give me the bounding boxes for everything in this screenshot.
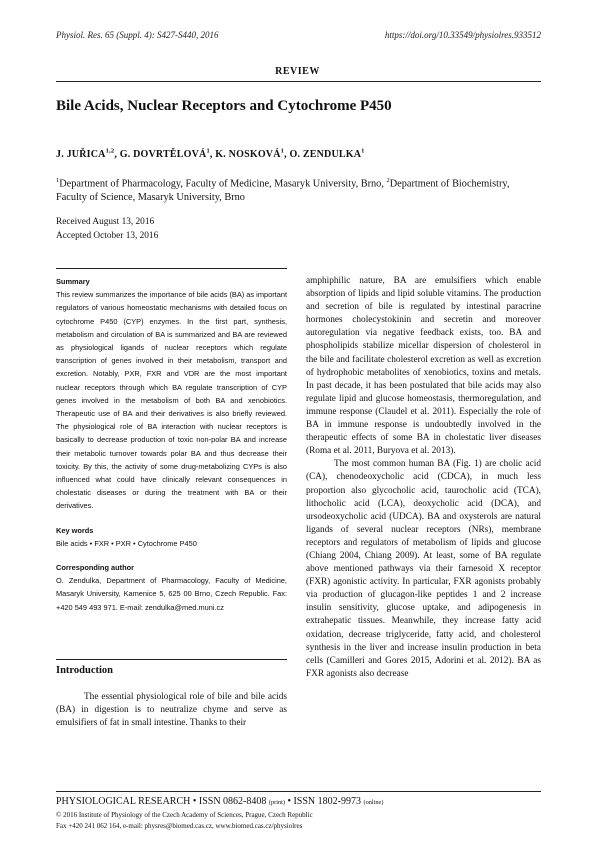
summary-heading: Summary — [56, 277, 90, 286]
received-date: Received August 13, 2016 — [56, 217, 155, 227]
journal-reference: Physiol. Res. 65 (Suppl. 4): S427-S440, 2016 — [56, 30, 219, 40]
abstract-end-divider — [56, 659, 287, 660]
footer-copyright: © 2016 Institute of Physiology of the Czech Academy of Sciences, Prague, Czech Republic — [56, 811, 313, 819]
keywords-heading: Key words — [56, 525, 94, 535]
author: O. ZENDULKA$^1$ — [289, 148, 365, 161]
introduction-text: The essential physiological role of bile and bile acids (BA) in digestion is to neutralize chyme and serve as emulsifiers of fat in small intestine. Thanks to their — [56, 692, 287, 729]
footer-divider — [56, 791, 541, 792]
header-divider — [56, 81, 541, 82]
body-paragraph: amphiphilic nature, BA are emulsifiers which enable absorption of lipids and lipid soluble vitamins. The production and secretion of bile is regulated by intestinal paracrine hormones cholecystokinin and secretin and moreover autoregulation via negative feedback exists, too. BA and phospholipids stabilize micellar dispersion of cholesterol in the bile and facilitate cholesterol excretion as well as excretion of hydrophobic metabolites of xenobiotics, toxins and metals. In past decade, it has been postulated that bile acids may also regulate lipid and glucose homeostasis, thermoregulation, and immune response (Claudel et al. 2011). Especially the role of BA in immune response is undoubtedly involved in the therapeutic effects of some BA in cholestatic liver diseases (Roma et al. 2011, Buryova et al. 2013). — [306, 276, 541, 457]
summary-text: This review summarizes the importance of bile acids (BA) as important regulators of various homeostatic mechanisms with detailed focus on cytochrome P450 (CYP) enzymes. In the first part, synthesis, metabolism and circulation of BA is summarized and BA are reviewed as physiological ligands of nuclear receptors which regulate transcription of genes involved in their metabolism, transport and excretion. Notably, PXR, FXR and VDR are the most important nuclear receptors through which BA regulate transcription of CYP genes involved in the metabolism of both BA and xenobiotics. Therapeutic use of BA and their derivatives is also briefly reviewed. The physiological role of BA interaction with nuclear receptors is basically to decrease production of toxic non-polar BA and increase their metabolic turnover towards polar BA and thus decrease their toxicity. By this, the activity of some drug-metabolizing CYPs is also influenced what could have clinically relevant consequences in cholestatic diseases or during the treatment with BA or their derivatives. — [56, 290, 287, 511]
introduction-section — [56, 664, 287, 730]
footer-journal-issn: PHYSIOLOGICAL RESEARCH • ISSN 0862-8408 (print) • ISSN 1802-9973 (online) — [56, 796, 384, 807]
corresponding-heading: Corresponding author — [56, 563, 135, 573]
article-title: Bile Acids, Nuclear Receptors and Cytochrome P450 — [56, 98, 392, 114]
body-paragraph: The most common human BA (Fig. 1) are cholic acid (CA), chenodeoxycholic acid (CDCA), in much less proportion also glycocholic acid, taurocholic acid (TCA), lithocholic acid (LCA), deoxycholic acid (DCA), and ursodeoxycholic acid (UDCA). BA and oxysterols are natural ligands of several nuclear receptors (NRs), membrane receptors and regulators of metabolism of lipids and glucose (Chiang 2004, Chiang 2009). At least, some of BA regulate above mentioned pathways via their farnesoid X receptor (FXR) agonistic activity. In particular, FXR agonists probably via production of glucagon-like peptides 1 and 2 increase insulin sensitivity, glucose uptake, and adipogenesis in extrahepatic tissues. Meanwhile, they increase fatty acid oxidation, decrease triglyceride, fatty acid, and cholesterol synthesis in the liver and increase insulin production in beta cells (Camilleri and Gores 2015, Adorini et al. 2012). BA as FXR agonists also decrease — [306, 459, 541, 679]
section-label: REVIEW — [275, 66, 320, 77]
corresponding-text: O. Zendulka, Department of Pharmacology, Faculty of Medicine, Masaryk University, Kamenice 5, 625 00 Brno, Czech Republic. Fax: +420 549 493 971. E-mail: zendulka@med.muni.cz — [56, 576, 287, 612]
author: G. DOVRTĚLOVÁ$^1$, — [119, 148, 216, 161]
article-dates — [56, 216, 158, 243]
author: J. JUŘICA$^{1,2}$, — [56, 148, 120, 161]
introduction-heading: Introduction — [56, 665, 113, 676]
abstract-block — [56, 275, 287, 614]
keywords-text: Bile acids • FXR • PXR • Cytochrome P450 — [56, 538, 197, 548]
author: K. NOSKOVÁ$^1$, — [215, 148, 290, 161]
affiliations: $^1$Department of Pharmacology, Faculty of Medicine, Masaryk University, Brno, $^2$Department of Biochemistry, Faculty of Science, Masaryk University, Brno — [56, 177, 510, 204]
footer-contact: Fax +420 241 062 164, e-mail: physres@biomed.cas.cz, www.biomed.cas.cz/physiolres — [56, 822, 303, 830]
left-column-divider — [56, 268, 287, 269]
right-column — [306, 275, 541, 681]
doi-link[interactable]: https://doi.org/10.33549/physiolres.933512 — [384, 30, 541, 40]
author-list — [56, 148, 365, 160]
accepted-date: Accepted October 13, 2016 — [56, 230, 159, 241]
